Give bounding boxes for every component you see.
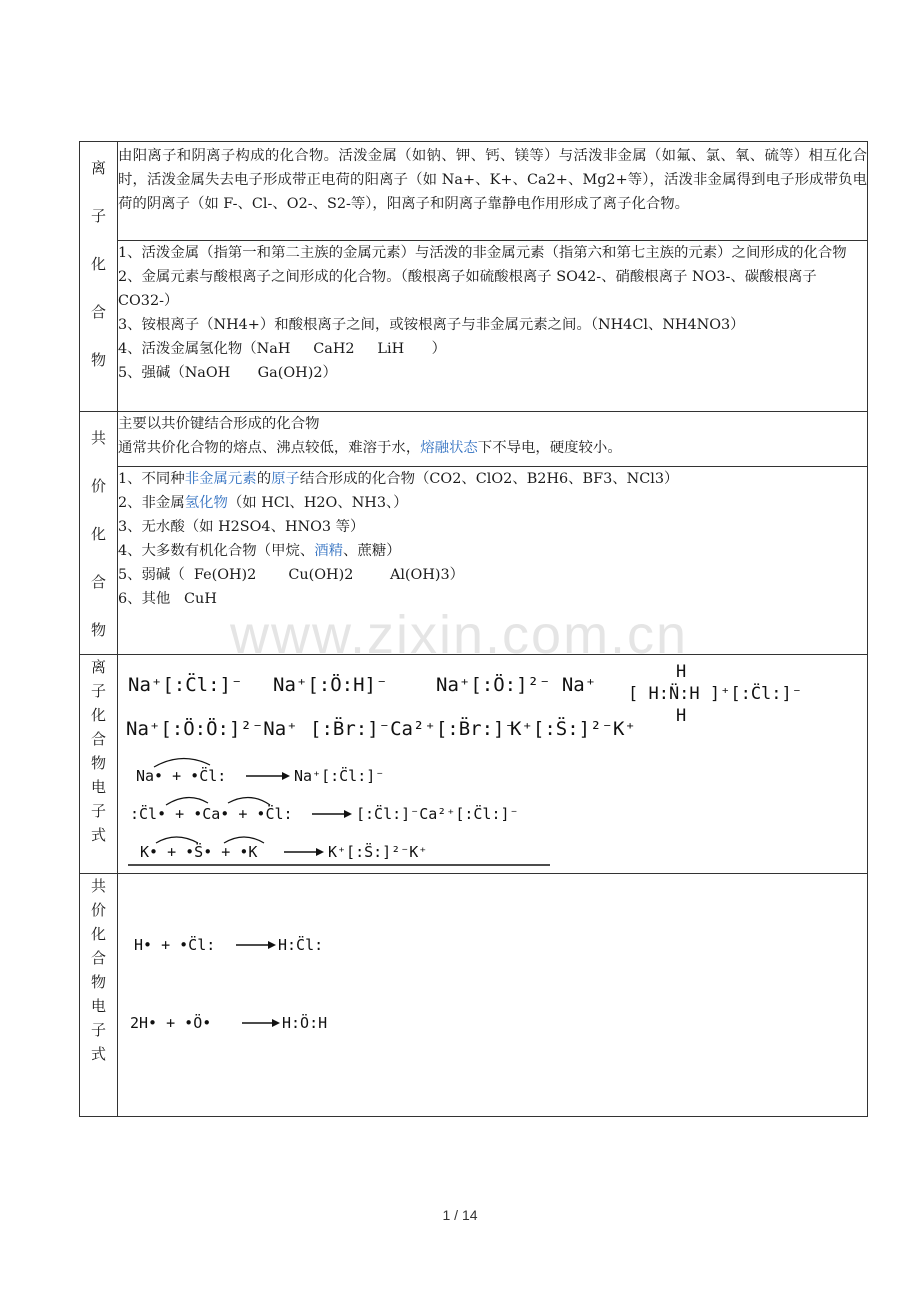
label-char: 合	[90, 573, 106, 591]
ionic-items	[118, 241, 868, 412]
svg-text:K• + •S̈• + •K: K• + •S̈• + •K	[140, 843, 258, 861]
label-char: 电	[90, 778, 106, 796]
label-char: 子	[90, 802, 106, 820]
text-span: 结合形成的化合物（CO2、ClO2、B2H6、BF3、NCl3）	[299, 470, 679, 487]
svg-text:H:Ö:H: H:Ö:H	[282, 1014, 328, 1032]
text-span: 1、不同种	[118, 470, 185, 487]
label-char: 共	[90, 429, 106, 447]
svg-text::C̈l• + •Ca• + •C̈l:: :C̈l• + •Ca• + •C̈l:	[130, 805, 293, 823]
label-char: 物	[90, 351, 106, 369]
covalent-definition-line	[118, 436, 867, 460]
label-char: 子	[90, 1021, 106, 1039]
covalent-electron-formulas	[118, 874, 868, 1117]
label-char: 合	[90, 949, 106, 967]
svg-text:Na• + •C̈l:: Na• + •C̈l:	[136, 767, 227, 785]
covalent-electron-label	[80, 874, 118, 1117]
svg-text:[ H:N̈:H ]⁺[:C̈l:]⁻: [ H:N̈:H ]⁺[:C̈l:]⁻	[628, 684, 802, 704]
label-char: 电	[90, 997, 106, 1015]
covalent-item: 6、其他 CuH	[118, 590, 217, 607]
svg-text:Na⁺[:C̈l:]⁻: Na⁺[:C̈l:]⁻	[294, 767, 385, 785]
covalent-definition-line: 主要以共价键结合形成的化合物	[118, 416, 320, 432]
svg-text:Na⁺[:Ö:Ö:]²⁻Na⁺: Na⁺[:Ö:Ö:]²⁻Na⁺	[126, 718, 298, 740]
text-span: （如 HCl、H2O、NH3、）	[227, 494, 408, 511]
covalent-item	[118, 467, 867, 491]
nonmetal-element-link[interactable]: 非金属元素	[184, 470, 257, 487]
covalent-definition	[118, 412, 868, 467]
text-span: 、蔗糖）	[343, 542, 401, 559]
label-char: 合	[90, 303, 106, 321]
covalent-electron-row	[80, 874, 868, 1117]
ionic-item: 1、活泼金属（指第一和第二主族的金属元素）与活泼的非金属元素（指第六和第七主族的元素）之间形成的化合物	[118, 245, 847, 261]
watermark: www.zixin.com.cn	[230, 605, 689, 665]
svg-text:[:B̈r:]⁻Ca²⁺[:B̈r:]⁻: [:B̈r:]⁻Ca²⁺[:B̈r:]⁻	[310, 718, 516, 740]
covalent-item	[118, 539, 867, 563]
svg-text:Na⁺[:Ö:H]⁻: Na⁺[:Ö:H]⁻	[273, 674, 388, 696]
alcohol-link[interactable]: 酒精	[314, 542, 344, 559]
label-char: 式	[90, 1045, 106, 1063]
text-span: 的	[256, 470, 272, 487]
svg-text:K⁺[:S̈:]²⁻K⁺: K⁺[:S̈:]²⁻K⁺	[510, 718, 636, 740]
label-char: 共	[90, 877, 106, 895]
text-span: 4、大多数有机化合物（甲烷、	[118, 542, 315, 559]
ionic-item: 5、强碱（NaOH Ga(OH)2）	[118, 365, 337, 381]
page-number: 1 / 14	[442, 1207, 478, 1223]
svg-text:H• + •C̈l:: H• + •C̈l:	[134, 936, 216, 954]
label-char: 化	[90, 525, 106, 543]
label-char: 化	[90, 925, 106, 943]
covalent-electron-formula-image	[118, 874, 866, 1112]
covalent-item: 3、无水酸（如 H2SO4、HNO3 等）	[118, 518, 365, 535]
ionic-electron-formulas	[118, 655, 868, 874]
label-char: 物	[90, 621, 106, 639]
covalent-item: 5、弱碱（ Fe(OH)2 Cu(OH)2 Al(OH)3）	[118, 566, 465, 583]
label-char: 物	[90, 754, 106, 772]
covalent-items-row	[80, 466, 868, 654]
ionic-item: 4、活泼金属氢化物（NaH CaH2 LiH ）	[118, 341, 446, 357]
svg-text:K⁺[:S̈:]²⁻K⁺: K⁺[:S̈:]²⁻K⁺	[328, 843, 428, 861]
text-span: 2、非金属	[118, 494, 185, 511]
ionic-definition-text: 由阳离子和阴离子构成的化合物。活泼金属（如钠、钾、钙、镁等）与活泼非金属（如氟、氯、氧、硫等）相互化合时，活泼金属失去电子形成带正电荷的阳离子（如 Na+、K+、Ca2+、Mg2+等），活泼非金属得到电子形成带负电荷的阴离子（如 F-、Cl-、O2-、S2-等），阳离子和阴离子靠静电作用形成了离子化合物。	[118, 148, 867, 212]
covalent-item	[118, 491, 867, 515]
svg-text:2H• + •Ö•: 2H• + •Ö•	[130, 1014, 212, 1032]
text-span: 通常共价化合物的熔点、沸点较低，难溶于水，	[118, 440, 421, 456]
ionic-definition	[118, 142, 868, 241]
label-char: 物	[90, 973, 106, 991]
label-char: 化	[90, 706, 106, 724]
svg-text:H:C̈l:: H:C̈l:	[278, 936, 324, 954]
label-char: 子	[90, 207, 106, 225]
ionic-electron-formula-image	[118, 655, 866, 869]
covalent-label	[80, 412, 118, 655]
atom-link[interactable]: 原子	[271, 470, 300, 487]
svg-text:H: H	[676, 662, 687, 682]
label-char: 离	[90, 658, 106, 676]
ionic-electron-row	[80, 655, 868, 874]
svg-text:Na⁺[:C̈l:]⁻: Na⁺[:C̈l:]⁻	[128, 674, 243, 696]
svg-text:Na⁺[:Ö:]²⁻ Na⁺: Na⁺[:Ö:]²⁻ Na⁺	[436, 674, 597, 696]
text-span: 下不导电，硬度较小。	[477, 440, 622, 456]
label-char: 价	[90, 477, 106, 495]
ionic-label	[80, 142, 118, 412]
covalent-definition-row	[80, 412, 868, 467]
ionic-item: 3、铵根离子（NH4+）和酸根离子之间，或铵根离子与非金属元素之间。（NH4Cl、NH4NO3）	[118, 317, 745, 333]
covalent-items	[118, 466, 868, 654]
label-char: 化	[90, 255, 106, 273]
melting-state-link[interactable]: 熔融状态	[420, 440, 478, 456]
label-char: 价	[90, 901, 106, 919]
ionic-item: 2、金属元素与酸根离子之间形成的化合物。（酸根离子如硫酸根离子 SO42-、硝酸根离子 NO3-、碳酸根离子 CO32-）	[118, 269, 817, 309]
compound-table	[79, 141, 868, 1117]
hydride-link[interactable]: 氢化物	[184, 494, 228, 511]
svg-text:H: H	[676, 706, 687, 726]
ionic-electron-label	[80, 655, 118, 874]
label-char: 合	[90, 730, 106, 748]
svg-text:[:C̈l:]⁻Ca²⁺[:C̈l:]⁻: [:C̈l:]⁻Ca²⁺[:C̈l:]⁻	[356, 805, 519, 823]
ionic-items-row	[80, 241, 868, 412]
label-char: 子	[90, 682, 106, 700]
ionic-definition-row	[80, 142, 868, 241]
label-char: 离	[90, 159, 106, 177]
label-char: 式	[90, 826, 106, 844]
